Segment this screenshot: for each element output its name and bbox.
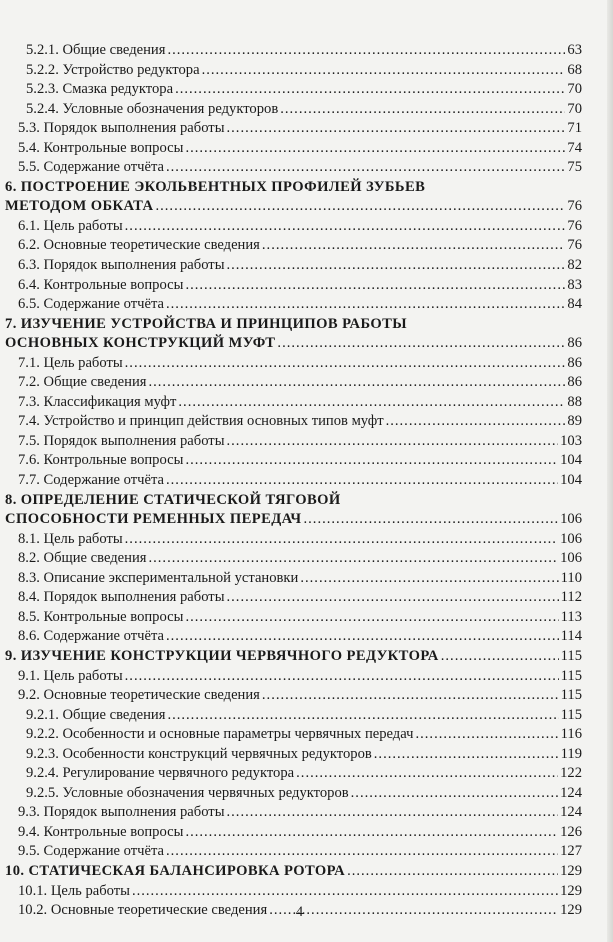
toc-entry[interactable] <box>0 295 613 315</box>
toc-entry[interactable] <box>0 354 613 374</box>
toc-entry-page: 86 <box>567 354 582 371</box>
dot-leader <box>415 725 558 745</box>
dot-leader <box>125 354 566 374</box>
toc-entry-page: 113 <box>560 608 582 625</box>
toc-entry[interactable] <box>0 373 613 393</box>
toc-entry-page: 124 <box>560 804 582 821</box>
toc-entry[interactable] <box>0 725 613 745</box>
dot-leader <box>178 393 565 413</box>
toc-entry[interactable] <box>0 471 613 491</box>
toc-entry-title: ОСНОВНЫХ КОНСТРУКЦИЙ МУФТ <box>5 335 276 352</box>
toc-entry-title: 8.5. Контрольные вопросы <box>18 608 184 625</box>
toc-entry-title: 6.2. Основные теоретические сведения <box>18 237 260 254</box>
toc-entry-page: 104 <box>560 472 582 489</box>
toc-entry-title: 9. ИЗУЧЕНИЕ КОНСТРУКЦИИ ЧЕРВЯЧНОГО РЕДУКТОРА <box>5 647 439 664</box>
toc-entry-title: 9.2.2. Особенности и основные параметры червячных передач <box>26 726 414 743</box>
toc-entry-title: 10.2. Основные теоретические сведения <box>18 902 268 919</box>
toc-entry-page: 86 <box>567 335 582 352</box>
dot-leader <box>125 217 566 237</box>
dot-leader <box>132 882 558 902</box>
toc-entry-title: 6.3. Порядок выполнения работы <box>18 257 225 274</box>
toc-entry-title: 6.5. Содержание отчёта <box>18 296 164 313</box>
dot-leader <box>166 627 559 647</box>
toc-entry-title: 8.6. Содержание отчёта <box>18 628 164 645</box>
toc-entry-title: 7.2. Общие сведения <box>18 374 147 391</box>
toc-entry[interactable] <box>0 315 613 335</box>
toc-entry-page: 63 <box>567 42 582 58</box>
toc-entry-title: 9.4. Контрольные вопросы <box>18 823 184 840</box>
dot-leader <box>441 647 559 667</box>
toc-entry-title: 9.2.4. Регулирование червячного редуктора <box>26 765 295 782</box>
toc-entry-page: 86 <box>567 374 582 391</box>
toc-entry-title: МЕТОДОМ ОБКАТА <box>5 198 154 215</box>
dot-leader <box>227 803 559 823</box>
toc-entry-title: 5.2.3. Смазка редуктора <box>26 81 174 98</box>
toc-entry-page: 74 <box>567 139 582 156</box>
dot-leader <box>166 842 558 862</box>
toc-entry-page: 127 <box>560 843 582 860</box>
toc-entry-title: 7.1. Цель работы <box>18 354 123 371</box>
toc-entry[interactable] <box>0 608 613 628</box>
dot-leader <box>185 823 558 843</box>
toc-entry[interactable] <box>0 588 613 608</box>
dot-leader <box>227 256 566 276</box>
dot-leader <box>351 784 558 804</box>
toc-entry-title: 5.4. Контрольные вопросы <box>18 139 184 156</box>
toc-entry[interactable] <box>0 178 613 198</box>
toc-entry[interactable] <box>0 139 613 159</box>
dot-leader <box>277 334 565 354</box>
toc-entry-title: 10.1. Цель работы <box>18 882 130 899</box>
toc-entry[interactable] <box>0 393 613 413</box>
toc-entry[interactable] <box>0 784 613 804</box>
toc-entry-page: 103 <box>560 432 582 449</box>
toc-entry-title: СПОСОБНОСТИ РЕМЕННЫХ ПЕРЕДАЧ <box>5 511 302 528</box>
toc-entry-title: 8.2. Общие сведения <box>18 550 147 567</box>
toc-entry-title: 8.3. Описание экспериментальной установки <box>18 569 299 586</box>
toc-entry-title: 7.3. Классификация муфт <box>18 393 177 410</box>
toc-entry[interactable] <box>0 706 613 726</box>
toc-entry-page: 89 <box>567 413 582 430</box>
toc-entry-page: 106 <box>560 530 582 547</box>
toc-entry[interactable] <box>0 882 613 902</box>
dot-leader <box>185 608 558 628</box>
toc-entry-page: 115 <box>560 647 582 664</box>
toc-entry[interactable] <box>0 334 613 354</box>
toc-entry-title: 5.2.1. Общие сведения <box>26 42 166 58</box>
toc-entry-page: 68 <box>567 61 582 78</box>
toc-entry-page: 115 <box>560 667 582 684</box>
toc-entry[interactable] <box>0 803 613 823</box>
toc-entry-title: 8. ОПРЕДЕЛЕНИЕ СТАТИЧЕСКОЙ ТЯГОВОЙ <box>5 491 341 508</box>
toc-entry-title: 10. СТАТИЧЕСКАЯ БАЛАНСИРОВКА РОТОРА <box>5 862 346 879</box>
toc-entry[interactable] <box>0 510 613 530</box>
toc-entry[interactable] <box>0 569 613 589</box>
toc-entry-page: 70 <box>567 81 582 98</box>
dot-leader <box>185 276 565 296</box>
toc-entry-page: 106 <box>560 550 582 567</box>
toc-entry-page: 115 <box>560 687 582 704</box>
page-footer <box>0 904 613 921</box>
dot-leader <box>166 158 565 178</box>
toc-entry[interactable] <box>0 236 613 256</box>
toc-entry-title: 6.4. Контрольные вопросы <box>18 276 184 293</box>
dot-leader <box>300 569 558 589</box>
dot-leader <box>148 373 565 393</box>
toc-entry-page: 129 <box>560 862 582 879</box>
toc-entry[interactable] <box>0 491 613 511</box>
toc-entry[interactable] <box>0 549 613 569</box>
table-of-contents <box>0 41 613 921</box>
dot-leader <box>167 706 558 726</box>
dot-leader <box>227 588 559 608</box>
toc-entry-title: 6. ПОСТРОЕНИЕ ЭКОЛЬВЕНТНЫХ ПРОФИЛЕЙ ЗУБЬЕВ <box>5 178 426 195</box>
toc-entry[interactable] <box>0 276 613 296</box>
toc-entry-page: 83 <box>567 276 582 293</box>
dot-leader <box>262 236 566 256</box>
dot-leader <box>166 471 558 491</box>
dot-leader <box>185 139 565 159</box>
toc-entry-title: 9.5. Содержание отчёта <box>18 843 164 860</box>
toc-entry-title: 9.2. Основные теоретические сведения <box>18 687 260 704</box>
toc-entry-title: 7.6. Контрольные вопросы <box>18 452 184 469</box>
dot-leader <box>227 432 559 452</box>
toc-entry[interactable] <box>0 158 613 178</box>
toc-entry[interactable] <box>0 217 613 237</box>
dot-leader <box>155 197 565 217</box>
toc-entry[interactable] <box>0 80 613 100</box>
toc-entry[interactable] <box>0 823 613 843</box>
toc-entry-page: 124 <box>560 784 582 801</box>
toc-entry-page: 112 <box>560 589 582 606</box>
toc-entry[interactable] <box>0 412 613 432</box>
toc-entry-page: 104 <box>560 452 582 469</box>
toc-entry[interactable] <box>0 667 613 687</box>
toc-entry-page: 84 <box>567 296 582 313</box>
toc-entry-title: 5.2.2. Устройство редуктора <box>26 61 200 78</box>
toc-entry-title: 5.2.4. Условные обозначения редукторов <box>26 100 279 117</box>
toc-entry-title: 9.3. Порядок выполнения работы <box>18 804 225 821</box>
toc-entry[interactable] <box>0 530 613 550</box>
dot-leader <box>262 686 559 706</box>
toc-entry-page: 71 <box>567 120 582 137</box>
toc-entry-title: 9.2.3. Особенности конструкций червячных редукторов <box>26 745 372 762</box>
dot-leader <box>202 61 566 81</box>
toc-entry-page: 110 <box>560 569 582 586</box>
toc-entry[interactable] <box>0 842 613 862</box>
toc-entry-title: 7.7. Содержание отчёта <box>18 472 164 489</box>
toc-entry-page: 82 <box>567 257 582 274</box>
toc-entry-title: 7.5. Порядок выполнения работы <box>18 432 225 449</box>
toc-entry-page: 116 <box>560 726 582 743</box>
toc-entry[interactable] <box>0 41 613 61</box>
toc-entry[interactable] <box>0 627 613 647</box>
toc-entry[interactable] <box>0 686 613 706</box>
toc-entry-page: 129 <box>560 882 582 899</box>
dot-leader <box>347 862 558 882</box>
toc-entry[interactable] <box>0 432 613 452</box>
toc-entry[interactable] <box>0 197 613 217</box>
toc-entry[interactable] <box>0 862 613 882</box>
toc-entry-page: 126 <box>560 823 582 840</box>
toc-entry-page: 76 <box>567 217 582 234</box>
toc-entry-page: 114 <box>560 628 582 645</box>
toc-entry-page: 119 <box>560 745 582 762</box>
toc-entry[interactable] <box>0 100 613 120</box>
toc-entry-title: 8.4. Порядок выполнения работы <box>18 589 225 606</box>
dot-leader <box>185 451 558 471</box>
toc-entry[interactable] <box>0 745 613 765</box>
dot-leader <box>296 764 558 784</box>
dot-leader <box>227 119 566 139</box>
dot-leader <box>175 80 565 100</box>
toc-entry[interactable] <box>0 119 613 139</box>
toc-entry-page: 76 <box>567 198 582 215</box>
toc-entry-title: 5.3. Порядок выполнения работы <box>18 120 225 137</box>
toc-entry-page: 88 <box>567 393 582 410</box>
toc-entry[interactable] <box>0 764 613 784</box>
toc-entry-page: 106 <box>560 511 582 528</box>
dot-leader <box>304 510 559 530</box>
toc-entry-title: 5.5. Содержание отчёта <box>18 159 164 176</box>
toc-entry-page: 129 <box>560 902 582 919</box>
dot-leader <box>386 412 566 432</box>
dot-leader <box>166 295 565 315</box>
toc-entry-title: 7.4. Устройство и принцип действия основных типов муфт <box>18 413 384 430</box>
toc-entry-title: 7. ИЗУЧЕНИЕ УСТРОЙСТВА И ПРИНЦИПОВ РАБОТЫ <box>5 315 408 332</box>
dot-leader <box>374 745 559 765</box>
dot-leader <box>148 549 558 569</box>
dot-leader <box>125 667 559 687</box>
toc-entry[interactable] <box>0 647 613 667</box>
toc-entry[interactable] <box>0 256 613 276</box>
toc-entry-page: 115 <box>560 706 582 723</box>
dot-leader <box>280 100 565 120</box>
toc-entry-title: 9.2.1. Общие сведения <box>26 706 166 723</box>
toc-entry-page: 75 <box>567 159 582 176</box>
page-number: 4 <box>295 904 304 920</box>
toc-entry-title: 9.1. Цель работы <box>18 667 123 684</box>
dot-leader <box>125 530 558 550</box>
toc-entry[interactable] <box>0 451 613 471</box>
toc-entry-title: 8.1. Цель работы <box>18 530 123 547</box>
toc-entry-title: 6.1. Цель работы <box>18 217 123 234</box>
dot-leader <box>167 41 565 61</box>
toc-entry-page: 76 <box>567 237 582 254</box>
toc-entry-page: 122 <box>560 765 582 782</box>
toc-entry[interactable] <box>0 61 613 81</box>
toc-entry-page: 70 <box>567 100 582 117</box>
toc-entry-title: 9.2.5. Условные обозначения червячных редукторов <box>26 784 349 801</box>
